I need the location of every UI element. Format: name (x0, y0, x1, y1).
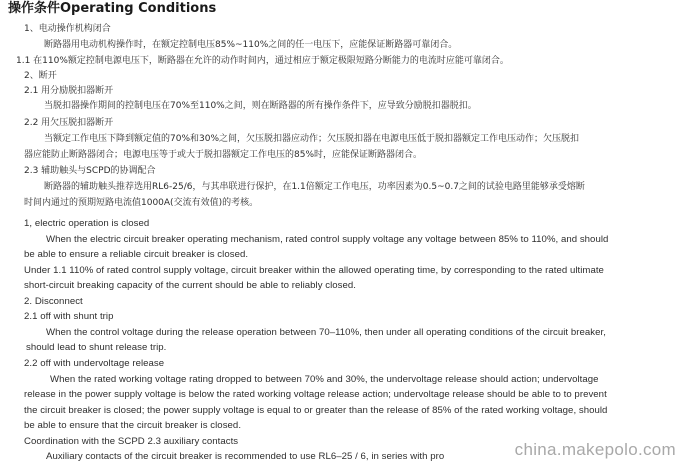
paragraph-line: 当脱扣器操作期间的控制电压在70%至110%之间，则在断路器的所有操作条件下，应导致分励脱扣器脱扣。 (44, 101, 477, 111)
paragraph-line: When the electric circuit breaker operating mechanism, rated control supply voltage any voltage between 85% to 110%, and should (46, 234, 609, 245)
subsection-heading: 2.2 off with undervoltage release (24, 358, 165, 369)
subsection-heading: 2.1 用分励脱扣器断开 (24, 86, 114, 96)
paragraph-line: short-circuit breaking capacity of the current should be able to reliably closed. (24, 280, 357, 291)
subsection-heading: 2.2 用欠压脱扣器断开 (24, 118, 114, 128)
paragraph-line: Under 1.1 110% of rated control supply voltage, circuit breaker within the allowed operating time, by corresponding to the rated ultimate (24, 265, 604, 276)
subsection-heading: 2.3 辅助触头与SCPD的协调配合 (24, 166, 156, 176)
section-heading: 1, electric operation is closed (24, 218, 150, 229)
paragraph-line: When the rated working voltage rating dropped to between 70% and 30%, the undervoltage release should action; undervoltage (50, 374, 599, 385)
section-heading: 2. Disconnect (24, 296, 83, 307)
paragraph-line: be able to ensure a reliable circuit breaker is closed. (24, 249, 249, 260)
subsection-heading: 2.1 off with shunt trip (24, 311, 114, 322)
paragraph-line: When the control voltage during the release operation between 70–110%, then under all operating conditions of the circuit breaker, (46, 327, 606, 338)
paragraph-line: 当额定工作电压下降到额定值的70%和30%之间，欠压脱扣器应动作；欠压脱扣器在电源电压低于脱扣器额定工作电压动作；欠压脱扣 (44, 134, 580, 144)
section-heading: 2、断开 (24, 71, 57, 81)
paragraph-line: Auxiliary contacts of the circuit breaker is recommended to use RL6–25 / 6, in series with pro (46, 451, 445, 462)
page-title: 操作条件Operating Conditions (8, 1, 217, 16)
paragraph-line: should lead to shunt release trip. (26, 342, 167, 353)
section-heading: 1、电动操作机构闭合 (24, 24, 111, 34)
subsection-heading: Coordination with the SCPD 2.3 auxiliary contacts (24, 436, 239, 447)
paragraph-line: 1.1 在110%额定控制电源电压下，断路器在允许的动作时间内，通过相应于额定极限短路分断能力的电流时应能可靠闭合。 (16, 56, 509, 66)
paragraph-line: release in the power supply voltage is below the rated working voltage release action; undervoltage release should be able to to prevent (24, 389, 607, 400)
watermark: china.makepolo.com (514, 440, 676, 459)
paragraph-line: 断路器的辅助触头推荐选用RL6-25/6，与其串联进行保护，在1.1倍额定工作电压，功率因素为0.5~0.7之间的试验电路里能够承受熔断 (44, 182, 585, 192)
paragraph-line: be able to ensure that the circuit breaker is closed. (24, 420, 242, 431)
paragraph-line: 断路器用电动机构操作时，在额定控制电压85%~110%之间的任一电压下，应能保证断路器可靠闭合。 (44, 40, 458, 50)
paragraph-line: 器应能防止断路器闭合；电源电压等于或大于脱扣器额定工作电压的85%时，应能保证断路器闭合。 (24, 150, 423, 160)
paragraph-line: the circuit breaker is closed; the power supply voltage is equal to or greater than the release of 85% of the rated working voltage, should (24, 405, 608, 416)
paragraph-line: 时间内通过的预期短路电流值1000A(交流有效值)的考核。 (24, 198, 259, 208)
